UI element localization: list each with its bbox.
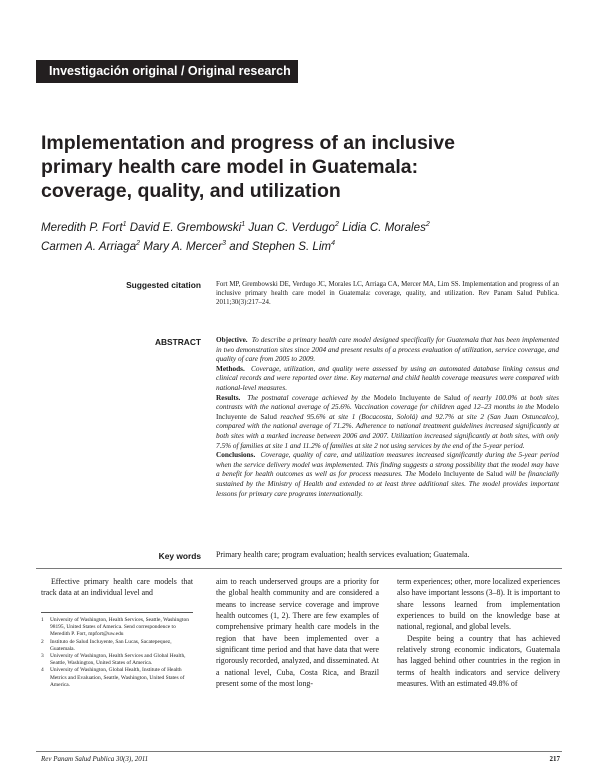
footnotes [41,617,193,689]
author-list [41,217,561,256]
keywords-label: Key words [158,551,201,561]
model-name: Modelo Incluyente de Salud [373,393,461,402]
footnote-number: 3 [41,653,44,660]
model-name: Modelo Incluyente de Salud [418,470,503,479]
abstract-section-text: of nearly 100.0% at both sites contrasts with the national average of 25.6%. Vaccination coverage for children aged 12–23 months in the [216,393,560,412]
journal-reference: Rev Panam Salud Publica 30(3), 2011 [41,755,149,763]
abstract-body [216,336,559,499]
section-divider [36,568,562,569]
article-title: Implementation and progress of an inclusive primary health care model in Guatemala: coverage, quality, and utilization [41,132,455,202]
section-banner: Investigación original / Original research [36,60,298,83]
author: Mary A. Mercer [143,240,223,254]
footnote-text: University of Washington, Health Services and Global Health, Seattle, Washington, United States of America. [50,653,186,667]
body-paragraph: term experiences; other, more localized experiences also have important lessons (3–8). It is important to share lessons learned from implementation experiences to build on the knowledge base at national, regional, and global levels. [397,577,560,632]
author: David E. Grembowski [129,220,242,234]
footnote-text: Instituto de Salud Incluyente, San Lucas, Sacatepequez, Guatemala. [50,638,172,652]
page-number: 217 [549,755,560,763]
abstract-section-text: To describe a primary health care model designed specifically for Guatemala that has been implemented in two demonstration sites since 2004 and present results of a process evaluation of utilization, service coverage, and quality of care from 2005 to 2009. [216,336,559,364]
abstract-section-heading: Conclusions. [216,451,256,460]
author: Carmen A. Arriaga [41,240,137,254]
abstract-section-text: will be financially sustained by the Ministry of Health and extended to at least three additional sites. The model provides important lessons for primary care programs internationally. [216,470,560,498]
abstract-label: ABSTRACT [154,337,201,347]
footnote-number: 4 [41,667,44,674]
abstract-section-text: Coverage, quality of care, and utilization measures increased significantly during the 5-year period when the service delivery model was implemented. This finding suggests a strong possibility that the model may have a benefit for health outcomes as well as for process measures. The [216,451,559,479]
footnote [41,617,193,639]
abstract-section-text: Coverage, utilization, and quality were assessed by using an automated database linking census and clinical records and were reported over time. Key maternal and child health coverage measures were compared with national-level measures. [216,364,560,392]
body-paragraph: Despite being a country that has achieved relatively strong economic indicators, Guatemala has lagged behind other countries in the region in terms of health indicators and service delivery measures. With an estimated 49.8% of [397,633,560,689]
citation-label: Suggested citation [126,280,201,290]
author: Meredith P. Fort [41,220,123,234]
affiliation-marker: 2 [136,240,141,248]
abstract-objective [216,336,559,365]
affiliation-marker: 2 [425,221,430,228]
affiliation-marker: 2 [334,221,339,228]
footnote-number: 1 [41,617,44,623]
citation-text: Fort MP, Grembowski DE, Verdugo JC, Morales LC, Arriaga CA, Mercer MA, Lim SS. Implementation and progress of an inclusive primary health care model in Guatemala: coverage, quality, and utilization. Rev Panam Salud Publica. 2011;30(3):217–24. [216,281,559,307]
abstract-methods [216,365,559,394]
footnote-text: University of Washington, Health Services, Seattle, Washington 98195, United States of America. Send correspondence to Meredith P. Fort, mpfort@uw.edu [50,617,189,638]
body-column-2 [216,576,379,689]
body-column-3 [397,576,560,689]
footnote [41,667,193,689]
footnote [41,653,193,667]
affiliation-marker: 1 [241,221,246,228]
affiliation-marker: 3 [222,240,227,248]
abstract-section-text: The postnatal coverage achieved by the [247,393,371,402]
body-column-1 [41,576,193,599]
abstract-section-heading: Methods. [216,364,245,373]
affiliation-marker: 4 [331,240,335,248]
model-name: Modelo Incluyente de Salud [216,403,559,421]
abstract-section-heading: Results. [216,393,241,402]
abstract-conclusions [216,451,559,499]
affiliation-marker: 1 [122,221,127,228]
abstract-section-heading: Objective. [216,336,248,344]
author: Lidia C. Morales [342,220,426,234]
footnote-divider [41,612,193,613]
author: and Stephen S. Lim [229,240,332,254]
footnote [41,639,193,653]
abstract-results [216,394,559,452]
footnote-number: 2 [41,638,44,645]
footer-divider [36,751,562,752]
abstract-section-text: reached 95.6% at site 1 (Bocacosta, Sololá) and 92.7% at site 2 (San Juan Ostuncalco), compared with the national average of 71.2%. Adherence to national treatment guidelines increased significantly at both sites with a marked increase between 2006 and 2007. Utilization increased significantly at both sites, with only 7.5% of families at site 1 and 11.2% of families at site 2 not using services by the end of the 5-year period. [216,412,559,450]
author: Juan C. Verdugo [248,220,335,234]
keywords-text: Primary health care; program evaluation; health services evaluation; Guatemala. [216,550,470,559]
body-paragraph: aim to reach underserved groups are a priority for the global health community and are considered a means to increase service coverage and improve health outcomes (1, 2). There are few examples of comprehensive primary health care models in the region that have been implemented over a significant time period and that have data that were rigorously recorded, analyzed, and disseminated. At a national level, Cuba, Costa Rica, and Brazil present some of the most long- [216,577,379,689]
footnote-text: University of Washington, Global Health, Institute of Health Metrics and Evaluation, Seattle, Washington, United States of America. [50,667,185,688]
body-paragraph: Effective primary health care models that track data at an individual level and [41,577,193,598]
